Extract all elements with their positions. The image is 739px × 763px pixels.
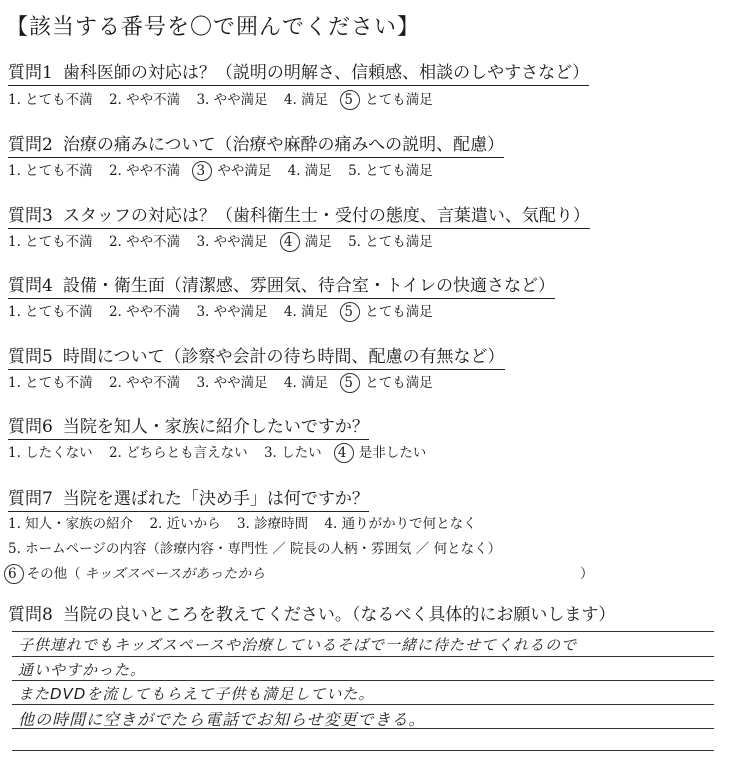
q2-option-3-circled[interactable]: 3 — [196, 163, 206, 179]
q2-option-4[interactable]: 4. 満足 — [287, 163, 332, 179]
q1-option-3[interactable]: 3. やや満足 — [196, 92, 268, 108]
q7-options-line-3 — [8, 565, 594, 583]
q5-option-1[interactable]: 1. とても不満 — [8, 375, 93, 391]
q5-option-5-label: とても満足 — [365, 375, 433, 391]
question-1-text: 歯科医師の対応は？（説明の明解さ、信頼感、相談のしやすさなど） — [62, 63, 590, 83]
writing-line-4 — [12, 704, 714, 705]
question-1-options — [8, 91, 445, 109]
writing-line-1 — [12, 631, 714, 632]
q4-option-2[interactable]: 2. やや不満 — [108, 304, 181, 320]
question-1-title — [8, 62, 589, 86]
q3-option-5[interactable]: 5. とても満足 — [348, 234, 433, 250]
question-2-number: 質問2 — [8, 135, 53, 155]
q7-option-3[interactable]: 3. 診療時間 — [236, 516, 309, 532]
q5-option-4[interactable]: 4. 満足 — [283, 375, 329, 391]
q7-option-2[interactable]: 2. 近いから — [149, 516, 221, 532]
question-4-text: 設備・衛生面（清潔感、雰囲気、待合室・トイレの快適さなど） — [62, 276, 555, 296]
q4-option-3[interactable]: 3. やや満足 — [196, 304, 268, 320]
question-7-title — [8, 488, 369, 512]
q2-option-3-label: やや満足 — [217, 163, 272, 179]
q7-close-paren: ） — [580, 566, 594, 582]
question-4-number: 質問4 — [8, 276, 53, 296]
q5-option-2[interactable]: 2. やや不満 — [108, 375, 181, 391]
q1-option-5-label: とても満足 — [365, 92, 433, 108]
question-2-text: 治療の痛みについて（治療や麻酔の痛みへの説明、配慮） — [62, 135, 505, 155]
q2-option-2[interactable]: 2. やや不満 — [108, 163, 181, 179]
question-6-title — [8, 416, 369, 440]
question-8-text: 当院の良いところを教えてください。（なるべく具体的にお願いします） — [62, 605, 616, 625]
question-3-title — [8, 205, 590, 229]
question-5-options — [8, 374, 445, 392]
writing-line-6 — [12, 750, 714, 751]
q7-option-6-circled[interactable]: 6 — [8, 566, 17, 582]
q1-option-1[interactable]: 1. とても不満 — [8, 92, 93, 108]
question-6-options — [8, 444, 438, 462]
q1-option-2[interactable]: 2. やや不満 — [108, 92, 181, 108]
q5-option-5-circled[interactable]: 5 — [344, 375, 353, 391]
q3-option-4-label: 満足 — [304, 234, 332, 250]
question-7-text: 当院を選ばれた「決め手」は何ですか？ — [62, 489, 369, 509]
page-header: 【該当する番号を〇で囲んでください】 — [6, 15, 421, 40]
q5-option-3[interactable]: 3. やや満足 — [196, 375, 268, 391]
q8-answer-line-4[interactable]: 他の時間に空きがでたら電話でお知らせ変更できる。 — [18, 710, 426, 729]
question-5-number: 質問5 — [8, 347, 53, 367]
q3-option-4-circled[interactable]: 4 — [283, 234, 293, 250]
q6-option-3[interactable]: 3. したい — [263, 445, 322, 461]
q3-option-3[interactable]: 3. やや満足 — [196, 234, 268, 250]
q6-option-1[interactable]: 1. したくない — [8, 445, 93, 461]
question-1-number: 質問1 — [8, 63, 53, 83]
question-8-title — [8, 604, 615, 627]
writing-line-3 — [12, 680, 714, 681]
q2-option-1[interactable]: 1. とても不満 — [8, 163, 93, 179]
q8-answer-line-1[interactable]: 子供連れでもキッズスペースや治療しているそばで一緒に待たせてくれるので — [18, 636, 577, 654]
q8-answer-line-2[interactable]: 通いやすかった。 — [18, 661, 147, 679]
q6-option-4-circled[interactable]: 4 — [337, 445, 347, 461]
q4-option-5-circled[interactable]: 5 — [344, 304, 353, 320]
q2-option-5[interactable]: 5. とても満足 — [348, 163, 433, 179]
question-3-options — [8, 233, 445, 251]
question-5-title — [8, 346, 505, 370]
q3-option-2[interactable]: 2. やや不満 — [108, 234, 181, 250]
q7-other-answer[interactable]: キッズスペースがあったから — [84, 566, 266, 582]
q4-option-4[interactable]: 4. 満足 — [283, 304, 329, 320]
question-8-number: 質問8 — [8, 605, 53, 625]
q8-answer-line-3[interactable]: またDVDを流してもらえて子供も満足していた。 — [18, 685, 375, 703]
question-2-title — [8, 134, 504, 158]
question-4-options — [8, 303, 445, 321]
question-7-number: 質問7 — [8, 489, 53, 509]
question-6-text: 当院を知人・家族に紹介したいですか？ — [62, 417, 369, 437]
q7-option-6-label: その他（ — [26, 566, 81, 582]
question-5-text: 時間について（診察や会計の待ち時間、配慮の有無など） — [62, 347, 505, 367]
q4-option-5-label: とても満足 — [365, 304, 433, 320]
q6-option-4-label: 是非したい — [358, 445, 427, 461]
question-2-options — [8, 162, 445, 180]
q3-option-1[interactable]: 1. とても不満 — [8, 234, 93, 250]
question-3-number: 質問3 — [8, 206, 53, 226]
q7-options-line-1 — [8, 515, 489, 533]
q1-option-5-circled[interactable]: 5 — [344, 92, 353, 108]
q7-option-4[interactable]: 4. 通りがかりで何となく — [324, 516, 477, 532]
q7-option-5[interactable]: 5. ホームページの内容（診療内容・専門性 ／ 院長の人柄・雰囲気 ／ 何となく） — [8, 541, 502, 557]
question-6-number: 質問6 — [8, 417, 53, 437]
writing-line-2 — [12, 656, 714, 657]
q1-option-4[interactable]: 4. 満足 — [283, 92, 329, 108]
q6-option-2[interactable]: 2. どちらとも言えない — [108, 445, 248, 461]
question-4-title — [8, 275, 555, 299]
question-3-text: スタッフの対応は？（歯科衛生士・受付の態度、言葉遣い、気配り） — [62, 206, 590, 226]
q4-option-1[interactable]: 1. とても不満 — [8, 304, 93, 320]
q7-option-1[interactable]: 1. 知人・家族の紹介 — [8, 516, 134, 532]
